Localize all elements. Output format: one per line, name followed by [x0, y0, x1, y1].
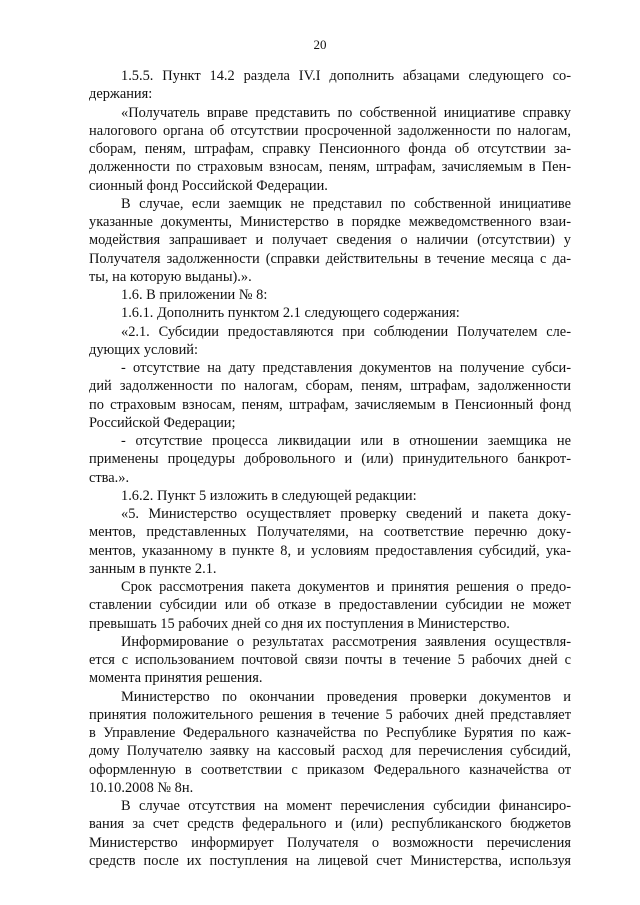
text-line: превышать 15 рабочих дней со дня их поступления в Министерство. [89, 615, 510, 632]
text-line: ты, на которую выданы).». [89, 268, 252, 285]
text-line: указанные документы, Министерство в порядке межведомственного взаи- [89, 214, 571, 230]
text-line: ставлении субсидии или об отказе в предоставлении субсидии не может [89, 597, 571, 614]
text-line: ется с использованием почтовой связи почты в течение 5 рабочих дней с [89, 652, 571, 668]
text-line: дому Получателю заявку на кассовый расход для перечисления субсидий, [89, 743, 571, 760]
text-line: «Получатель вправе представить по собственной инициативе справку [121, 104, 571, 121]
text-line: 1.6.2. Пункт 5 изложить в следующей редакции: [121, 487, 417, 504]
text-line: 10.10.2008 № 8н. [89, 779, 194, 796]
text-line: - отсутствие на дату представления документов на получение субси- [121, 360, 571, 376]
text-line: Получателя задолженности (справки действительны в течение месяца с да- [89, 250, 571, 267]
text-line: 1.6. В приложении № 8: [121, 287, 268, 303]
text-line: Министерство информирует Получателя о возможности перечисления [89, 834, 571, 851]
text-line: долженности по страховым взносам, пеням, штрафам, зачисляемым в Пен- [89, 159, 571, 176]
text-line: ства.». [89, 469, 130, 486]
text-line: вания за счет средств федерального и (или) республиканского бюджетов [89, 816, 571, 833]
text-line: Срок рассмотрения пакета документов и принятия решения о предо- [121, 579, 571, 595]
text-line: средств после их поступления на лицевой счет Министерства, используя [89, 852, 571, 869]
document-body [89, 67, 571, 870]
text-line: - отсутствие процесса ликвидации или в отношении заемщика не [121, 433, 571, 449]
page-number: 20 [313, 37, 327, 52]
text-line: В случае отсутствия на момент перечисления субсидии финансиро- [121, 798, 571, 814]
text-line: Информирование о результатах рассмотрения заявления осуществля- [121, 633, 571, 650]
text-line: Российской Федерации; [89, 414, 236, 431]
text-line: В случае, если заемщик не представил по собственной инициативе [121, 195, 571, 212]
text-line: сионный фонд Российской Федерации. [89, 177, 328, 194]
text-line: налогового органа об отсутствии просроченной задолженности по налогам, [89, 122, 571, 139]
text-line: «2.1. Субсидии предоставляются при соблюдении Получателем сле- [121, 323, 571, 340]
text-line: момента принятия решения. [89, 670, 263, 687]
text-line: оформленную в соответствии с приказом Федерального казначейства от [89, 761, 571, 778]
text-line: модействия запрашивает и получает сведения о наличии (отсутствии) у [89, 232, 571, 249]
text-line: в Управление Федерального казначейства по Республике Бурятия по каж- [89, 725, 571, 741]
text-line: дующих условий: [89, 341, 198, 358]
text-line: Министерство по окончании проведения проверки документов и [121, 688, 571, 705]
text-line: 1.6.1. Дополнить пунктом 2.1 следующего содержания: [121, 305, 460, 322]
text-line: по страховым взносам, пеням, штрафам, зачисляемым в Пенсионный фонд [89, 396, 571, 413]
text-line: дий задолженности по налогам, сборам, пеням, штрафам, задолженности [89, 378, 571, 395]
text-line: принятия положительного решения в течение 5 рабочих дней представляет [89, 706, 571, 723]
text-line: ментов, представленных Получателями, на соответствие перечню доку- [89, 524, 571, 541]
text-line: «5. Министерство осуществляет проверку сведений и пакета доку- [121, 506, 571, 522]
text-line: ментов, указанному в пункте 8, и условиям предоставления субсидий, ука- [89, 542, 571, 559]
text-line: сборам, пеням, штрафам, справку Пенсионного фонда об отсутствии за- [89, 141, 571, 157]
text-line: 1.5.5. Пункт 14.2 раздела IV.I дополнить абзацами следующего со- [121, 68, 571, 84]
text-line: применены процедуры добровольного и (или) принудительного банкрот- [89, 451, 571, 468]
text-line: занным в пункте 2.1. [89, 560, 217, 577]
text-line: держания: [89, 86, 153, 103]
